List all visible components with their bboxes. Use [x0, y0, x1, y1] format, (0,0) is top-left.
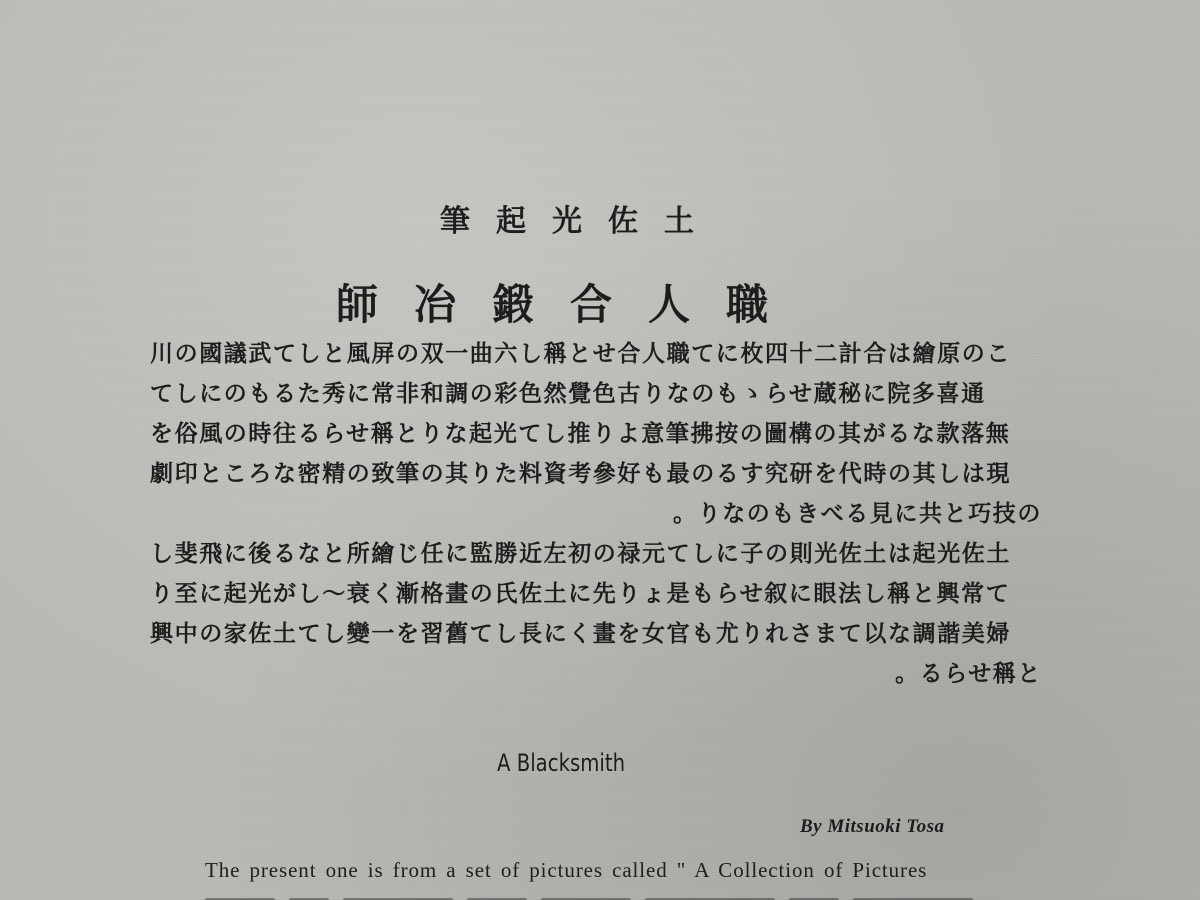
paragraph-line: 興中の家佐土てし變一を習舊てし長にく畫を女官も尤りれさまて以な調諧美婦 — [150, 620, 1011, 647]
paragraph-line: 劇印ところな密精の致筆の其りた料資考參好も最のるす究研を代時の其しは現 — [150, 460, 1011, 487]
cropped-text-line — [205, 888, 1055, 900]
artist-name-japanese: 筆起光佐土 — [440, 204, 720, 239]
paragraph-line: 川の國議武てしと風屏の双一曲六し稱とせ合人職てに枚四十二計合は繪原のこ — [150, 340, 1011, 367]
paragraph-line: り至に起光がし〜衰く漸格畫の氏佐土に先りょ是もらせ叙に眼法し稱と興常て — [150, 580, 1011, 607]
artist-byline: By Mitsuoki Tosa — [800, 816, 945, 837]
artwork-title-english: A Blacksmith — [497, 749, 626, 777]
paragraph-line: を俗風の時往るらせ稱とりな起光てし推りよ意筆拂按の圖構の其がるな款落無 — [150, 420, 1011, 447]
paragraph-line: 。るらせ稱と — [895, 660, 1042, 687]
paragraph-line: 。りなのもきべる見に共と巧技の — [673, 500, 1042, 527]
description-paragraph-1 — [150, 334, 1060, 534]
artwork-title-japanese: 師冶鍛合人職 — [336, 280, 805, 329]
description-paragraph-2 — [150, 534, 1060, 694]
english-description-text: The present one is from a set of pictures called " A Collection of Pictures — [205, 858, 928, 882]
paragraph-line: てしにのもるた秀に常非和調の彩色然覺色古りなのもゝらせ蔵秘に院多喜通 — [150, 380, 986, 407]
paragraph-line: し斐飛に後るなと所繪じ任に監勝近左初の禄元てしに子の則光佐土は起光佐土 — [150, 540, 1011, 567]
